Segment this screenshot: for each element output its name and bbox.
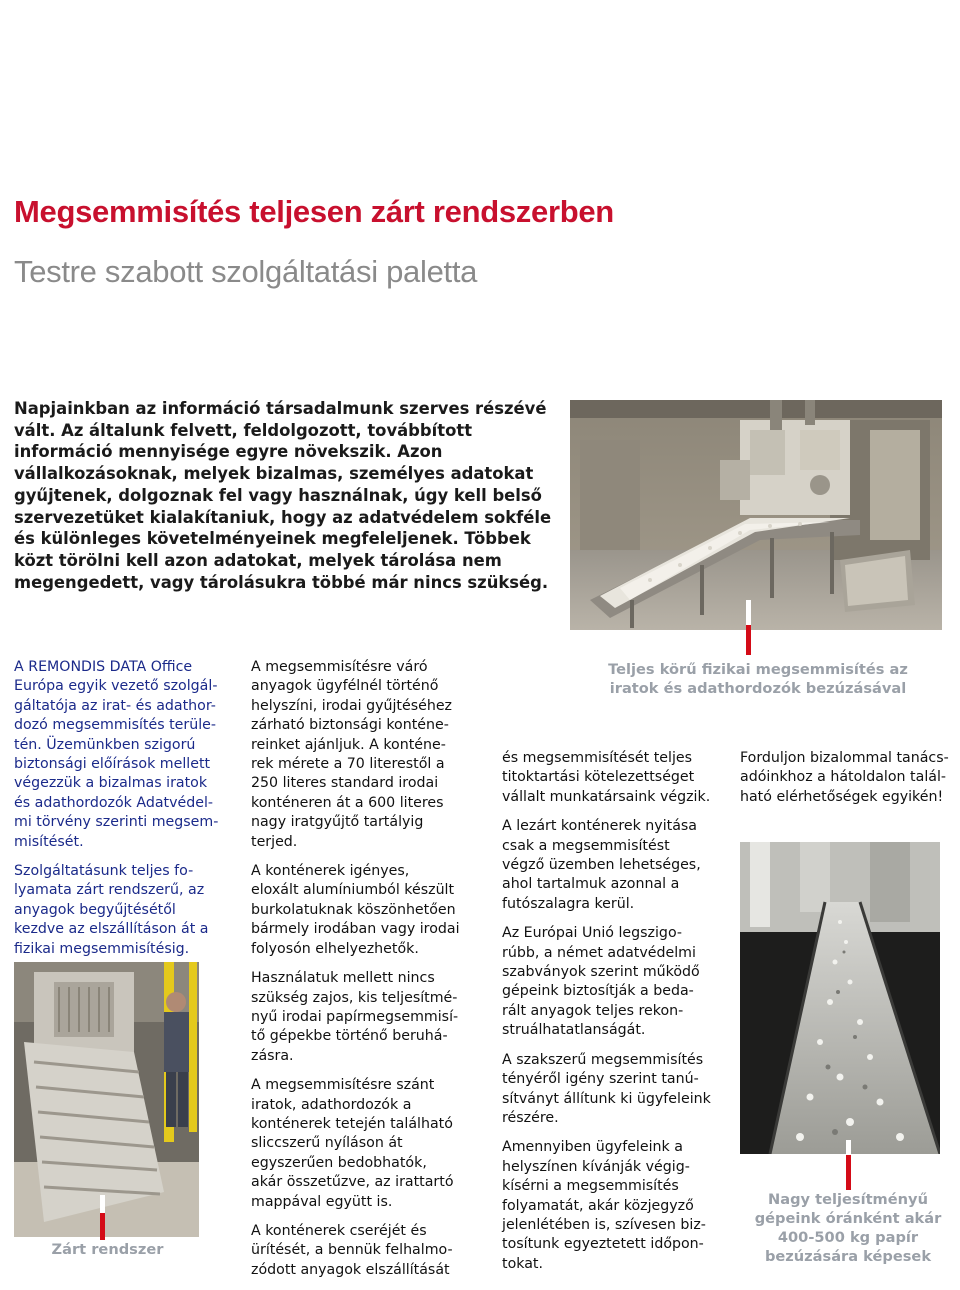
col4-paragraph-1 [740, 749, 955, 807]
col-line: részére. [502, 1109, 559, 1126]
col3-paragraph-3 [502, 924, 727, 1040]
col-line: és adathordozók Adatvédel- [14, 794, 214, 811]
col-line: struálhatatlanságát. [502, 1022, 646, 1039]
col-line: tén. Üzemünkben szigorú [14, 736, 196, 753]
col3-paragraph-4 [502, 1051, 727, 1129]
page-subtitle: Testre szabott szolgáltatási paletta [14, 254, 478, 289]
col-line: sítványt állítunk ki ügyfeleink [502, 1090, 711, 1107]
col-line: ható elérhetőségek egyikén! [740, 788, 944, 805]
col-line: akár összetűzve, az irattartó [251, 1174, 454, 1191]
intro-line: megengedett, vagy tárolásukra többé már nincs szükség. [14, 572, 549, 592]
intro-line: közt törölni kell azon adatokat, melyek tárolása nem [14, 550, 502, 570]
col-line: gépeink biztosítják a beda- [502, 983, 694, 1000]
col3-paragraph-2 [502, 817, 727, 914]
col-line: 250 literes standard irodai [251, 775, 439, 792]
col-line: Szolgáltatásunk teljes fo- [14, 863, 194, 880]
col-line: tosítunk egyeztetett időpon- [502, 1236, 704, 1253]
col-line: Amennyiben ügyfeleink a [502, 1139, 683, 1156]
col-line: Forduljon bizalommal tanács- [740, 750, 949, 766]
col-line: szabványok szerint működő [502, 964, 700, 981]
col2-paragraph-5 [251, 1222, 476, 1280]
col-line: A lezárt konténerek nyitása [502, 818, 697, 835]
accent-bar [746, 600, 751, 655]
col-line: eloxált alumíniumból készült [251, 882, 455, 899]
intro-line: Napjainkban az információ társadalmunk szerves részévé [14, 399, 547, 418]
col-line: misítését. [14, 833, 84, 850]
col-line: kezdve az elszállításon át a [14, 921, 209, 938]
caption-line: 400-500 kg papír [777, 1229, 919, 1246]
col-line: tokat. [502, 1255, 543, 1272]
col-line: egyszerűen bedobhatók, [251, 1154, 427, 1171]
col-line: A megsemmisítésre váró [251, 659, 428, 675]
conveyor-belt-photo [740, 842, 940, 1154]
col-line: vállalt munkatársaink végzik. [502, 788, 711, 805]
col-line: dozó megsemmisítés terüle- [14, 717, 217, 734]
col-line: ürítését, a bennük felhalmo- [251, 1242, 453, 1259]
accent-bar [846, 1140, 851, 1190]
col-line: terjed. [251, 833, 298, 850]
col2-paragraph-4 [251, 1076, 476, 1212]
col-line: sliccszerű nyíláson át [251, 1135, 403, 1152]
col-line: gáltatója az irat- és adathor- [14, 697, 216, 714]
col-line: nyű irodai papírmegsemmisí- [251, 1008, 459, 1025]
col-line: reinket ajánljuk. A konténe- [251, 736, 446, 753]
col-line: A REMONDIS DATA Office [14, 659, 193, 675]
col-line: anyagok begyűjtésétől [14, 901, 176, 918]
intro-paragraph [14, 398, 559, 593]
col-line: ahol tartalmuk azonnal a [502, 876, 680, 893]
col-line: anyagok ügyfélnél történő [251, 678, 439, 695]
col1-paragraph-2 [14, 862, 229, 959]
shredder-machine-photo [570, 400, 942, 630]
col-line: zódott anyagok elszállítását [251, 1261, 450, 1278]
col-line: titoktartási kötelezettséget [502, 769, 695, 786]
col3-paragraph-1 [502, 749, 727, 807]
col-line: szükség zajos, kis teljesítmé- [251, 989, 458, 1006]
bottom-right-caption [748, 1190, 948, 1266]
intro-line: gyűjtenek, dolgoznak fel vagy használnak, úgy kell belső [14, 485, 542, 505]
top-right-caption [598, 660, 918, 698]
col-line: tényéről igény szerint tanú- [502, 1071, 699, 1088]
col-line: A konténerek igényes, [251, 863, 410, 880]
col-line: mappával együtt is. [251, 1193, 393, 1210]
column-4 [740, 749, 955, 817]
col-line: adóinkhoz a hátoldalon talál- [740, 769, 947, 786]
col-line: konténeren át a 600 literes [251, 794, 444, 811]
column-1 [14, 658, 229, 969]
col-line: Az Európai Unió legszigo- [502, 925, 683, 942]
page-title: Megsemmisítés teljesen zárt rendszerben [14, 194, 614, 229]
col-line: helyszínen kívánják végig- [502, 1158, 690, 1175]
col-line: rált anyagok teljes rekon- [502, 1002, 684, 1019]
col2-paragraph-3 [251, 969, 476, 1066]
column-2 [251, 658, 476, 1290]
col-line: burkolatuknak köszönhetően [251, 901, 456, 918]
col-line: futószalagra kerül. [502, 895, 635, 912]
col3-paragraph-5 [502, 1138, 727, 1274]
col-line: zásra. [251, 1047, 294, 1064]
col-line: folyamatát, akár közjegyző [502, 1197, 694, 1214]
col-line: A szakszerű megsemmisítés [502, 1051, 704, 1068]
col-line: helyszíni, irodai gyűjtéséhez [251, 697, 453, 714]
col-line: iratok, adathordozók a [251, 1096, 412, 1113]
col2-paragraph-2 [251, 862, 476, 959]
col-line: Európa egyik vezető szolgál- [14, 678, 218, 695]
col-line: végezzük a bizalmas iratok [14, 775, 208, 792]
caption-line: gépeink óránként akár [754, 1210, 942, 1227]
caption-line: iratok és adathordozók bezúzásával [609, 680, 907, 697]
col-line: tő gépekbe történő beruhá- [251, 1028, 448, 1045]
caption-line: bezúzására képesek [764, 1248, 932, 1265]
col-line: kísérni a megsemmisítés [502, 1178, 679, 1195]
caption-line: Teljes körű fizikai megsemmisítés az [608, 661, 908, 678]
intro-line: vállalkozásoknak, melyek bizalmas, személyes adatokat [14, 464, 534, 484]
col-line: végző üzemben lehetséges, [502, 857, 701, 874]
col-line: A megsemmisítésre szánt [251, 1077, 435, 1094]
col2-paragraph-1 [251, 658, 476, 852]
col-line: csak a megsemmisítést [502, 837, 670, 854]
col-line: jelenlétében is, szívesen biz- [502, 1216, 706, 1233]
caption-line: Nagy teljesítményű [768, 1191, 928, 1208]
col-line: mi törvény szerinti megsem- [14, 814, 219, 831]
col-line: bármely irodában vagy irodai [251, 921, 460, 938]
worker-machine-photo [14, 962, 199, 1237]
col-line: rúbb, a német adatvédelmi [502, 944, 696, 961]
col-line: zárható biztonsági konténe- [251, 717, 449, 734]
intro-line: szervezetüket kialakítaniuk, hogy az adatvédelem sokféle [14, 507, 552, 527]
accent-bar [100, 1195, 105, 1240]
intro-line: és különleges követelményeinek megfeleljenek. Többek [14, 529, 531, 549]
intro-line: információ mennyisége egyre növekszik. Azon [14, 442, 443, 462]
col-line: Használatuk mellett nincs [251, 970, 435, 987]
col-line: A konténerek cseréjét és [251, 1222, 427, 1239]
col-line: konténerek tetején található [251, 1115, 453, 1132]
column-3 [502, 749, 727, 1284]
col1-paragraph-1 [14, 658, 229, 852]
col-line: nagy iratgyűjtő tartályig [251, 814, 424, 831]
intro-line: vált. Az általunk felvett, feldolgozott, továbbított [14, 420, 473, 440]
col-line: biztonsági előírások mellett [14, 756, 211, 773]
col-line: rek mérete a 70 literestől a [251, 756, 445, 773]
col-line: lyamata zárt rendszerű, az [14, 882, 205, 899]
col-line: és megsemmisítését teljes [502, 750, 693, 766]
col-line: fizikai megsemmisítésig. [14, 940, 190, 957]
bottom-left-caption: Zárt rendszer [51, 1241, 164, 1258]
col-line: folyosón elhelyezhetők. [251, 940, 419, 957]
